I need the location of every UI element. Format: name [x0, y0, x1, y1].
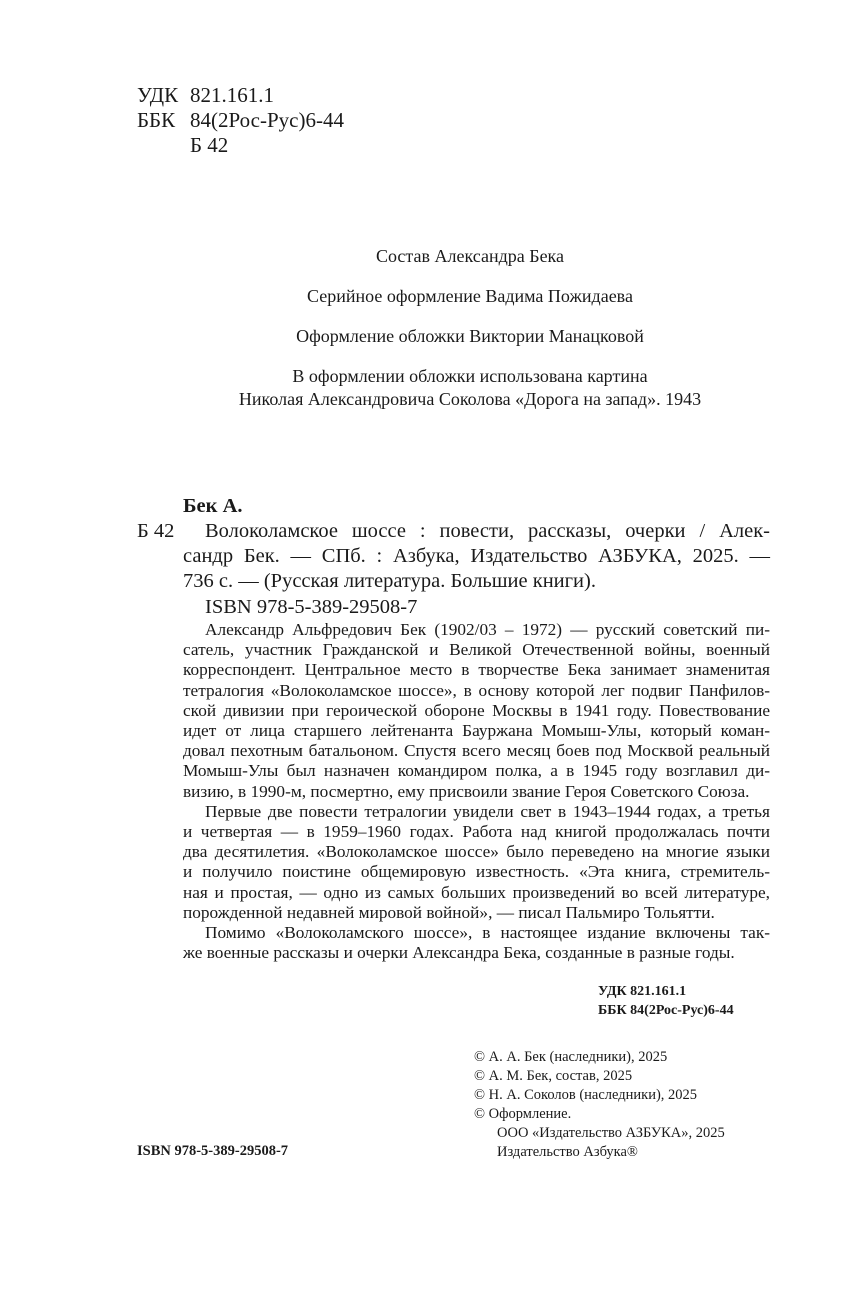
author-heading: Бек А. [183, 495, 243, 517]
annotation-line: Александр Альфредович Бек (1902/03 – 1972) — русский советский пи- [205, 620, 770, 639]
author-sign: Б 42 [137, 520, 175, 542]
annotation-line: ской дивизии при героической обороне Москвы в 1941 году. Повествование [183, 700, 770, 720]
annotation-line: ная и простая, — одно из самых больших произведений во всей литературе, [183, 882, 770, 902]
bib-line: сандр Бек. — СПб. : Азбука, Издательство АЗБУКА, 2025. — [183, 545, 770, 567]
copyright-line: © Н. А. Соколов (наследники), 2025 [474, 1087, 698, 1103]
copyright-line: Издательство Азбука® [497, 1144, 638, 1160]
annotation-line: идет от лица старшего лейтенанта Бауржана Момыш-Улы, который коман- [183, 721, 770, 740]
annotation-line: сатель, участник Гражданской и Великой Отечественной войны, военный [183, 640, 770, 660]
copyright-line: © А. М. Бек, состав, 2025 [474, 1068, 633, 1084]
udk: УДК 821.161.1 [598, 984, 687, 999]
bbk-label: ББК [137, 108, 176, 132]
author-sign: Б 42 [190, 133, 229, 157]
bib-line: 736 с. — (Русская литература. Большие книги). [183, 570, 596, 592]
annotation-line: Первые две повести тетралогии увидели свет в 1943–1944 годах, а третья [205, 801, 770, 821]
annotation-line: и четвертая — в 1959–1960 годах. Работа над книгой продолжалась почти [183, 822, 770, 841]
annotation-line: Помимо «Волоколамского шоссе», в настоящее издание включены так- [205, 923, 770, 942]
credit-line: Серийное оформление Вадима Пожидаева [307, 286, 633, 306]
credit-line: Оформление обложки Виктории Манацковой [296, 326, 644, 346]
udk-label: УДК [137, 83, 179, 107]
annotation-line: два десятилетия. «Волоколамское шоссе» было переведено на многие языки [183, 842, 770, 862]
bbk-code: 84(2Рос-Рус)6-44 [190, 108, 344, 132]
annotation-line: визию, в 1990-м, посмертно, ему присвоили звание Героя Советского Союза. [183, 781, 750, 801]
annotation-line: Момыш-Улы был назначен командиром полка, а в 1945 году возглавил ди- [183, 761, 770, 781]
credit-line: Николая Александровича Соколова «Дорога на запад». 1943 [238, 389, 702, 409]
udk-code: 821.161.1 [190, 83, 274, 107]
bbk: ББК 84(2Рос-Рус)6-44 [598, 1003, 734, 1018]
annotation-line: корреспондент. Центральное место в творчестве Бека занимает знаменитая [183, 660, 770, 680]
copyright-line: ООО «Издательство АЗБУКА», 2025 [497, 1125, 725, 1141]
annotation-line: же военные рассказы и очерки Александра Бека, созданные в разные годы. [183, 943, 735, 963]
credit-line: Состав Александра Бека [375, 246, 565, 266]
annotation-line: довал пехотным батальоном. Спустя всего месяц боев под Москвой реальный [183, 741, 770, 761]
isbn-bottom: ISBN 978-5-389-29508-7 [137, 1143, 289, 1159]
copyright-line: © Оформление. [474, 1106, 572, 1122]
annotation-line: тетралогия «Волоколамское шоссе», в основу которой лег подвиг Панфилов- [183, 680, 770, 700]
bib-line: Волоколамское шоссе : повести, рассказы, очерки / Алек- [205, 520, 770, 542]
credit-line: В оформлении обложки использована картина [292, 366, 648, 386]
isbn: ISBN 978-5-389-29508-7 [205, 596, 418, 618]
annotation-line: порожденной недавней мировой войной», — писал Пальмиро Тольятти. [183, 902, 715, 922]
copyright-line: © А. А. Бек (наследники), 2025 [474, 1049, 668, 1065]
annotation-line: и получило поистине общемировую известность. «Эта книга, стремитель- [183, 862, 770, 882]
